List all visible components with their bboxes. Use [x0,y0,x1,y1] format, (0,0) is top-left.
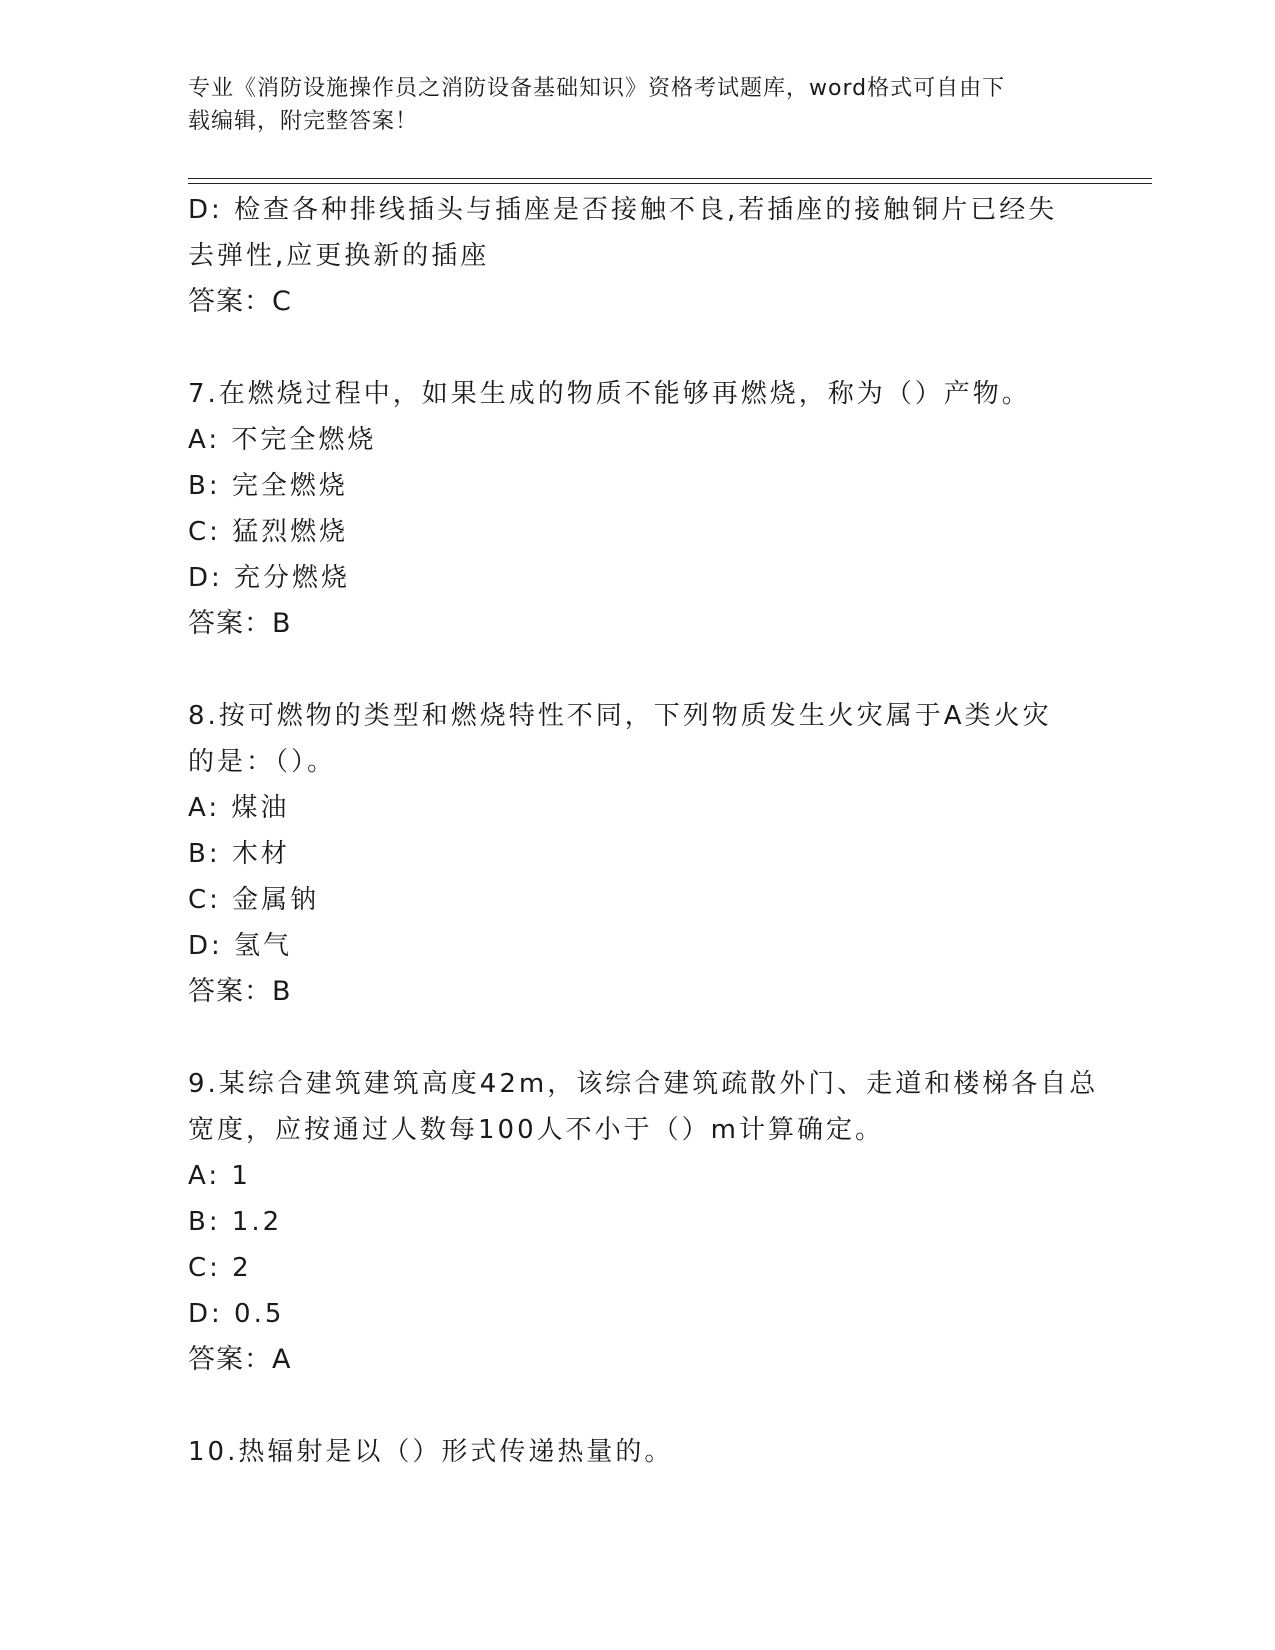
option-d: D: 检查各种排线插头与插座是否接触不良,若插座的接触铜片已经失 [188,195,1058,225]
spacer [188,1015,1088,1061]
spacer [188,647,1088,693]
document-header [188,72,1088,138]
question-7 [188,371,1088,647]
option-d-continued: 去弹性,应更换新的插座 [188,241,490,271]
option-a: A: 煤油 [188,793,290,823]
option-d: D: 氢气 [188,931,293,961]
option-d: D: 充分燃烧 [188,563,351,593]
question-9 [188,1061,1099,1383]
option-a: A: 1 [188,1161,251,1191]
question-stem: 10.热辐射是以（）形式传递热量的。 [188,1437,674,1467]
prev-question [188,187,1088,325]
question-stem: 9.某综合建筑建筑高度42m，该综合建筑疏散外门、走道和楼梯各自总 [188,1069,1099,1099]
header-line-2: 载编辑，附完整答案！ [188,109,419,134]
question-8 [188,693,1088,1015]
question-stem: 8.按可燃物的类型和燃烧特性不同，下列物质发生火灾属于A类火灾 [188,701,1052,731]
option-a: A: 不完全燃烧 [188,425,377,455]
option-b: B: 1.2 [188,1207,283,1237]
question-list [188,187,1099,1475]
question-stem: 7.在燃烧过程中，如果生成的物质不能够再燃烧，称为（）产物。 [188,379,1031,409]
header-divider-top [188,178,1152,179]
answer-line: 答案：C [188,286,292,317]
spacer [188,1383,1088,1429]
option-c: C: 2 [188,1253,252,1283]
question-stem-continued: 的是：（）。 [188,747,337,777]
question-stem-continued: 宽度，应按通过人数每100人不小于（）m计算确定。 [188,1115,884,1145]
header-divider-bottom [188,183,1152,184]
option-b: B: 完全燃烧 [188,471,348,501]
header-line-1: 专业《消防设施操作员之消防设备基础知识》资格考试题库，word格式可自由下 [188,76,1006,101]
answer-line: 答案：A [188,1344,292,1375]
option-b: B: 木材 [188,839,290,869]
option-d: D: 0.5 [188,1299,285,1329]
answer-line: 答案：B [188,976,292,1007]
question-10 [188,1429,1088,1475]
spacer [188,325,1088,371]
option-c: C: 金属钠 [188,885,320,915]
answer-line: 答案：B [188,608,292,639]
option-c: C: 猛烈燃烧 [188,517,349,547]
